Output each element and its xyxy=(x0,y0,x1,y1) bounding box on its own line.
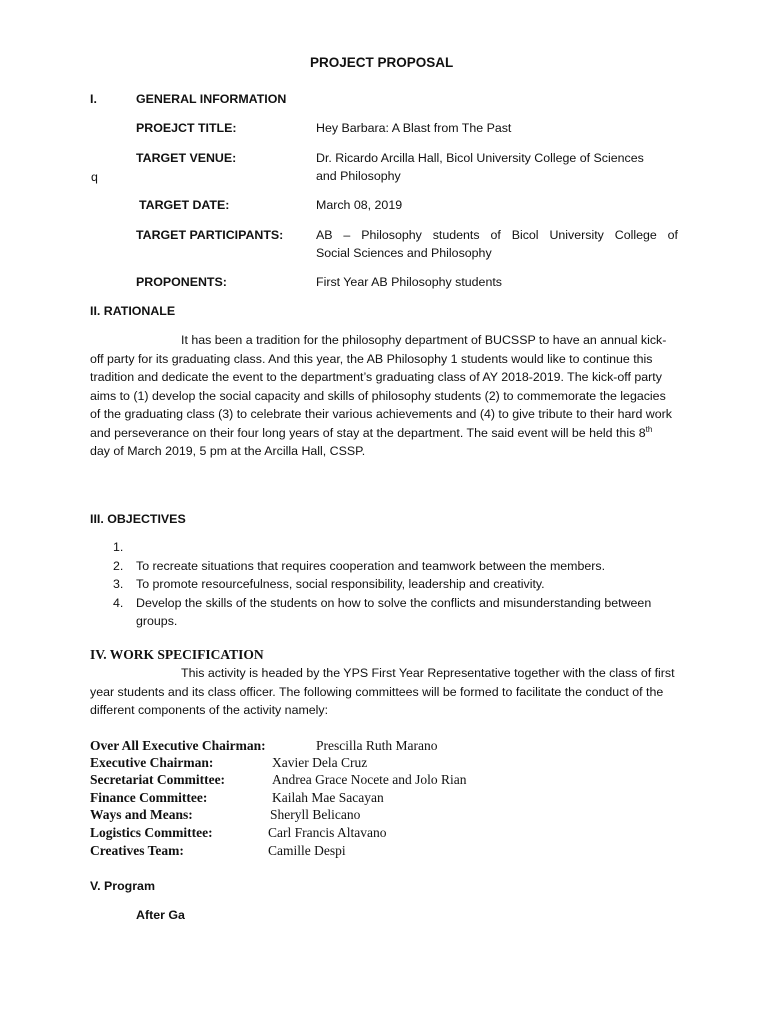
committee-name: Prescilla Ruth Marano xyxy=(316,738,438,753)
stray-character: q xyxy=(91,170,98,184)
program-text: After Ga xyxy=(136,908,185,922)
objectives-list xyxy=(90,538,680,631)
committee-role: Over All Executive Chairman: xyxy=(90,738,266,753)
committee-name: Carl Francis Altavano xyxy=(268,825,387,840)
field-label-proponents: PROPONENTS: xyxy=(136,275,227,289)
section-heading-work: IV. WORK SPECIFICATION xyxy=(90,647,264,662)
committee-name: Andrea Grace Nocete and Jolo Rian xyxy=(272,772,467,787)
list-number: 4. xyxy=(113,595,124,610)
list-text: To recreate situations that requires cooperation and teamwork between the members. xyxy=(136,558,606,573)
committee-role: Executive Chairman: xyxy=(90,755,214,770)
committee-name: Xavier Dela Cruz xyxy=(272,755,368,770)
field-label-participants: TARGET PARTICIPANTS: xyxy=(136,228,284,242)
section-heading-general: GENERAL INFORMATION xyxy=(136,92,287,106)
section-heading-rationale: II. RATIONALE xyxy=(90,304,176,318)
committee-role: Logistics Committee: xyxy=(90,825,213,840)
list-text: Develop the skills of the students on how to solve the conflicts and misunderstanding between groups. xyxy=(136,595,652,628)
field-label-venue: TARGET VENUE: xyxy=(136,151,237,165)
section-numeral: I. xyxy=(90,92,97,106)
field-value-venue-line2: and Philosophy xyxy=(316,169,401,183)
list-number: 3. xyxy=(113,577,124,591)
rationale-paragraph xyxy=(90,331,674,461)
field-label-date: TARGET DATE: xyxy=(139,198,230,212)
field-value-venue-line1: Dr. Ricardo Arcilla Hall, Bicol University College of Sciences xyxy=(316,151,644,165)
field-value-title: Hey Barbara: A Blast from The Past xyxy=(316,121,512,135)
field-value-proponents: First Year AB Philosophy students xyxy=(316,275,502,289)
list-text: To promote resourcefulness, social responsibility, leadership and creativity. xyxy=(136,577,545,591)
field-value-participants-line1: AB – Philosophy students of Bicol University College of xyxy=(316,228,678,242)
field-value-participants-line2: Social Sciences and Philosophy xyxy=(316,246,492,260)
list-number: 1. xyxy=(113,540,124,554)
section-heading-program: V. Program xyxy=(90,879,155,893)
list-item xyxy=(90,575,680,594)
document-title: PROJECT PROPOSAL xyxy=(310,55,454,70)
committee-role: Finance Committee: xyxy=(90,790,208,805)
section-heading-objectives: III. OBJECTIVES xyxy=(90,512,186,526)
rationale-text-end: day of March 2019, 5 pm at the Arcilla Hall, CSSP. xyxy=(90,444,366,458)
list-number: 2. xyxy=(113,558,124,573)
field-value-date: March 08, 2019 xyxy=(316,198,403,212)
ordinal-suffix: th xyxy=(645,424,653,434)
list-item xyxy=(90,594,680,631)
list-item xyxy=(90,557,680,576)
committee-name: Sheryll Belicano xyxy=(270,807,361,822)
committee-role: Creatives Team: xyxy=(90,843,184,858)
committee-role: Secretariat Committee: xyxy=(90,772,226,787)
committee-name: Kailah Mae Sacayan xyxy=(272,790,384,805)
field-label-title: PROEJCT TITLE: xyxy=(136,121,237,135)
committee-role: Ways and Means: xyxy=(90,807,193,822)
list-item xyxy=(90,538,680,557)
rationale-text: It has been a tradition for the philosophy department of BUCSSP to have an annual kick-off party for its graduating class. And this year, the AB Philosophy 1 students would like to continue this tradition and dedicate the event to the department’s graduating class of AY 2018-2019. The kick-off party aims to (1) develop the social capacity and skills of philosophy students (2) to commemorate the legacies of the graduating class (3) to celebrate their various achievements and (4) to give tribute to their hard work and perseverance on their four long years of stay at the department. The said event will be held this 8 xyxy=(90,333,672,440)
work-intro-text: This activity is headed by the YPS First Year Representative together with the class of first year students and its class officer. The following committees will be formed to facilitate the conduct of the different components of the activity namely: xyxy=(90,666,675,717)
work-intro-paragraph xyxy=(90,664,675,720)
committee-name: Camille Despi xyxy=(268,843,346,858)
